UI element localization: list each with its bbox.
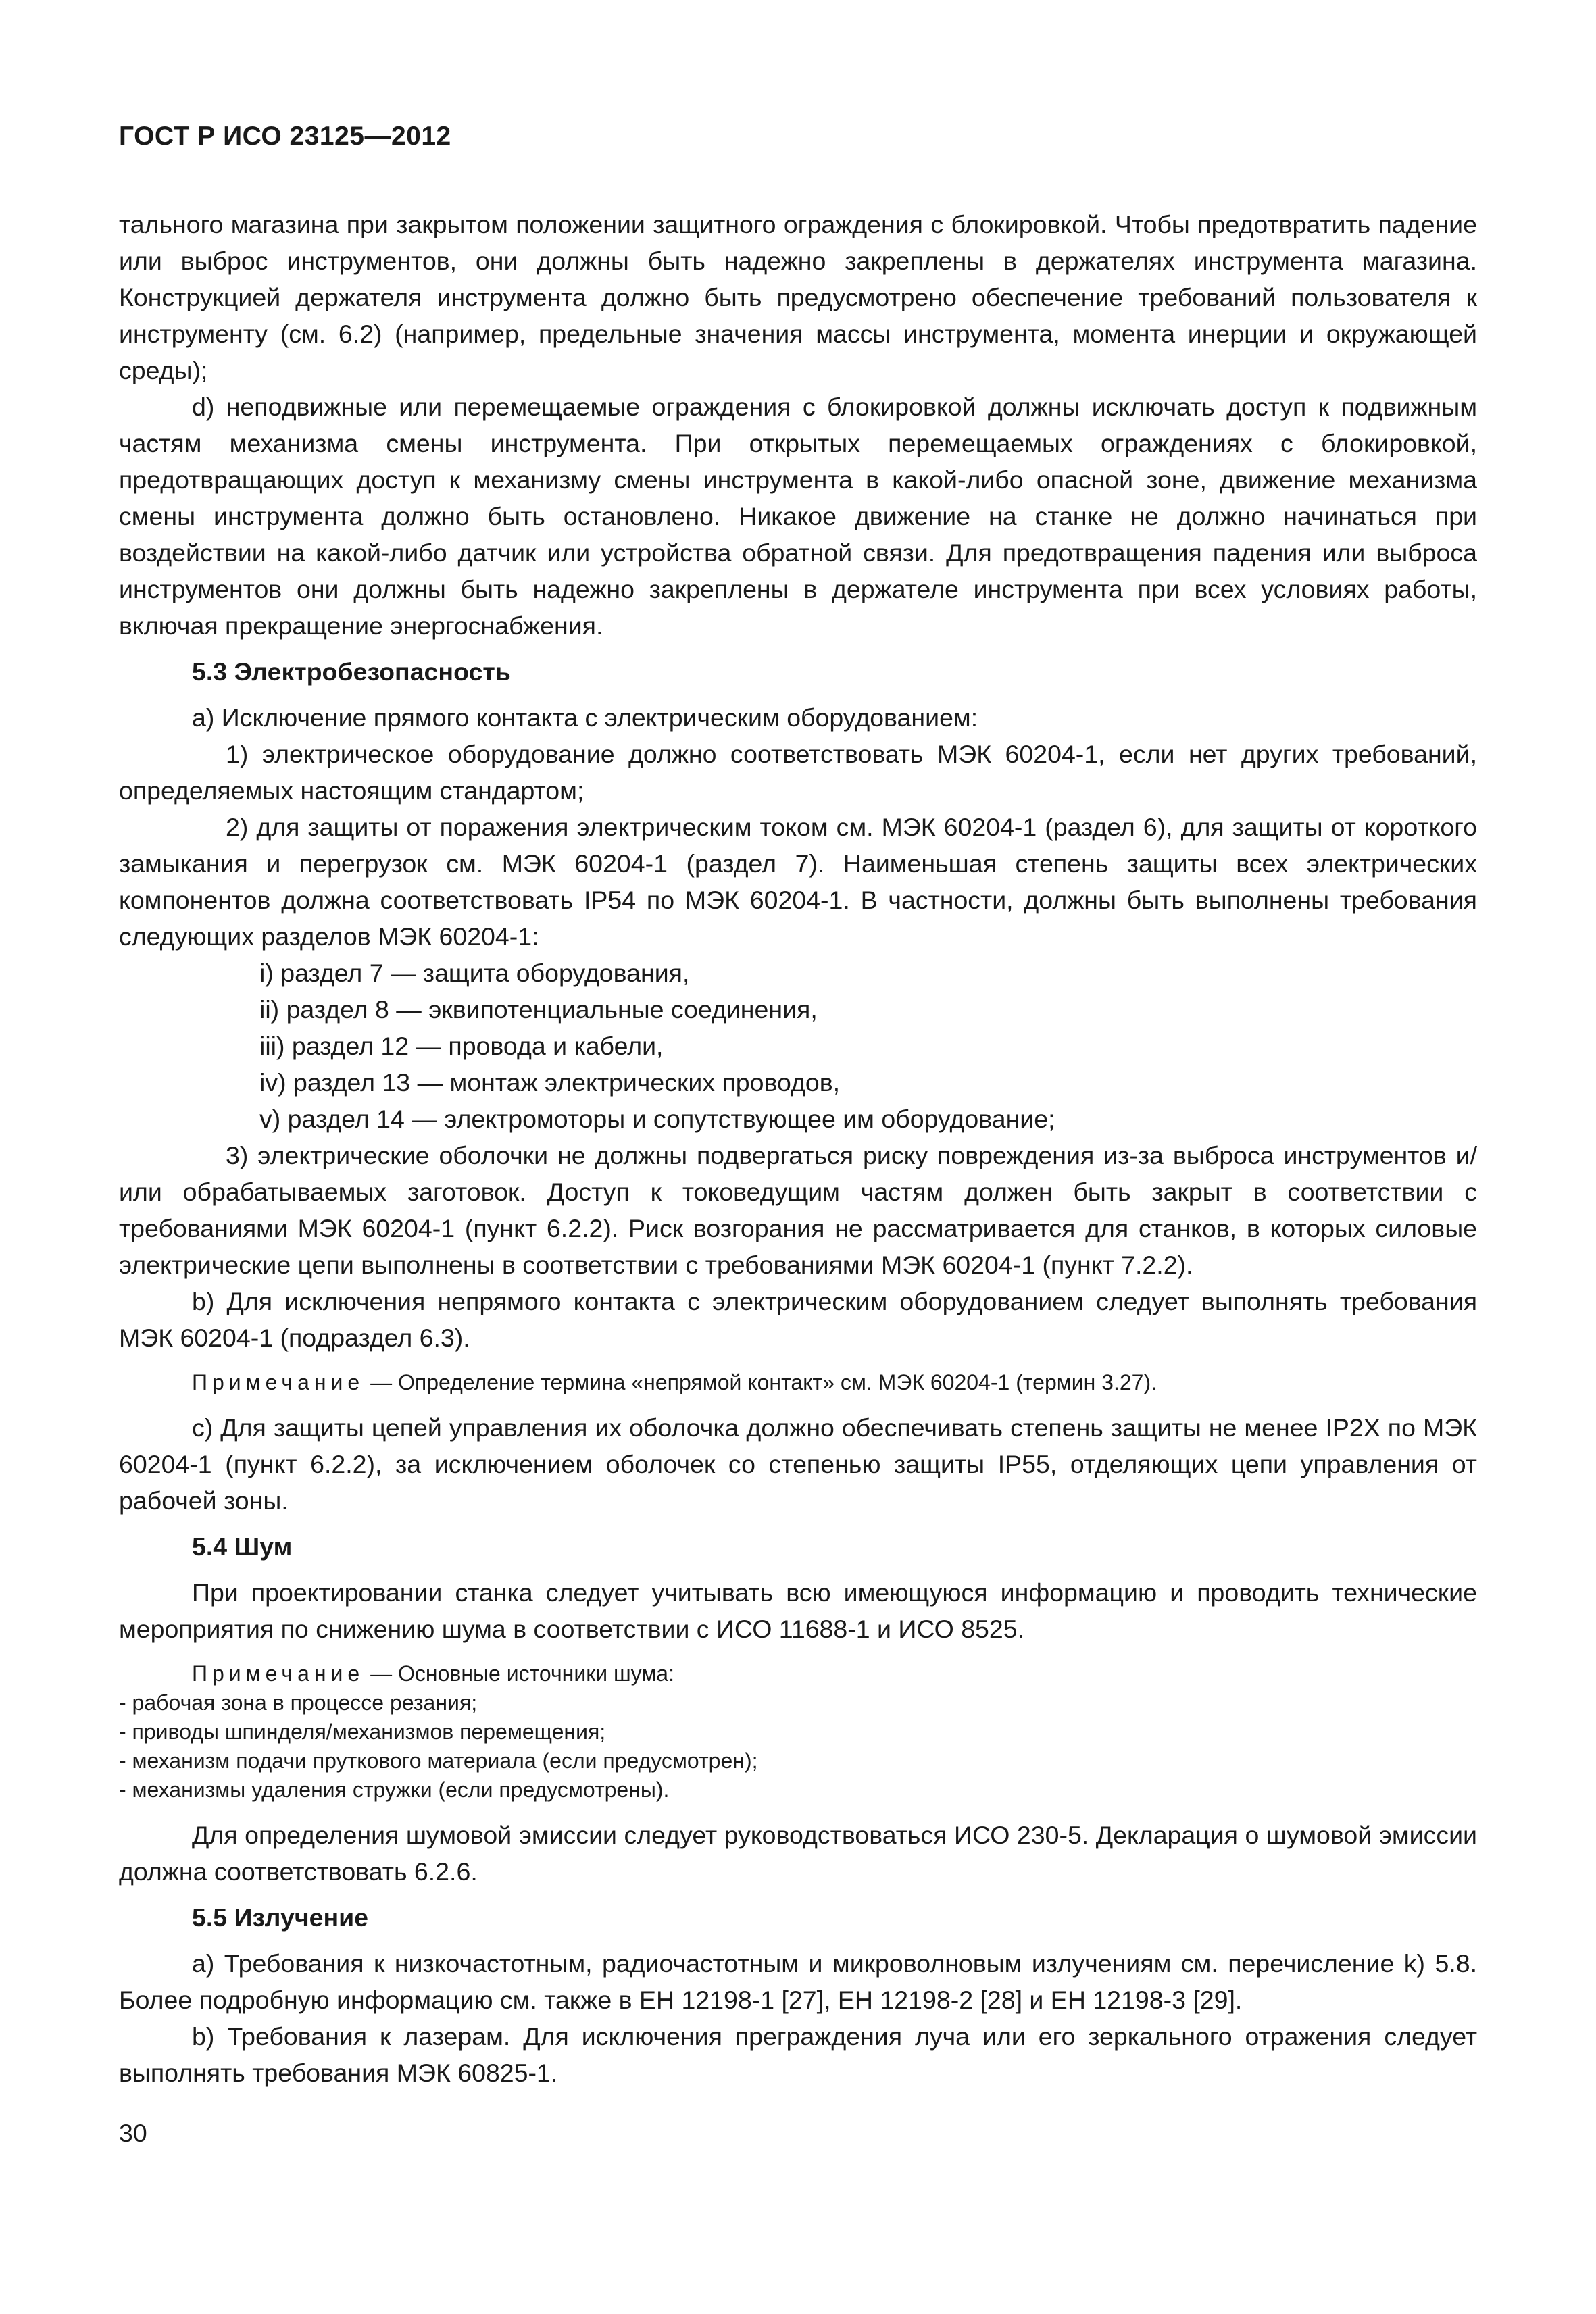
section-heading-5-5: 5.5 Излучение: [192, 1903, 369, 1932]
section-heading-5-3: 5.3 Электробезопасность: [192, 657, 511, 686]
note-list-item: - механизм подачи пруткового материала (если предусмотрен);: [119, 1749, 758, 1773]
note-text: — Основные источники шума:: [364, 1661, 674, 1686]
list-item-ii: ii) раздел 8 — эквипотенциальные соединения,: [259, 995, 818, 1024]
paragraph-radiation-a: а) Требования к низкочастотным, радиочастотным и микроволновым излучениям см. перечисление k) 5.8. Более подробную информацию см. также в ЕН 12198-1 [27], ЕН 12198-2 [28] и ЕН 12198-3 [29].: [119, 1949, 1477, 2014]
paragraph-continuation: тального магазина при закрытом положении защитного ограждения с блокировкой. Чтобы предотвратить падение или выброс инструментов, они должны быть надежно закреплены в держателях инструмента магазина. Конструкцией держателя инструмента должно быть предусмотрено обеспечение требований пользователя к инструменту (см. 6.2) (например, предельные значения массы инструмента, момента инерции и окружающей среды);: [119, 210, 1477, 384]
paragraph-item-b: b) Для исключения непрямого контакта с электрическим оборудованием следует выполнять требования МЭК 60204-1 (подраздел 6.3).: [119, 1287, 1477, 1352]
paragraph-noise-emission: Для определения шумовой эмиссии следует руководствоваться ИСО 230-5. Декларация о шумовой эмиссии должна соответствовать 6.2.6.: [119, 1821, 1477, 1886]
note-heading: [119, 1659, 1477, 1688]
note-list-item: - механизмы удаления стружки (если предусмотрены).: [119, 1778, 670, 1802]
paragraph-radiation-b: b) Требования к лазерам. Для исключения преграждения луча или его зеркального отражения следует выполнять требования МЭК 60825-1.: [119, 2022, 1477, 2087]
list-item-iii: iii) раздел 12 — провода и кабели,: [259, 1032, 664, 1060]
paragraph-item-c: c) Для защиты цепей управления их оболочка должно обеспечивать степень защиты не менее IP2X по МЭК 60204-1 (пункт 6.2.2), за исключением оболочек со степенью защиты IP55, отделяющих цепи управления от рабочей зоны.: [119, 1413, 1477, 1515]
paragraph-subitem-2: 2) для защиты от поражения электрическим током см. МЭК 60204-1 (раздел 6), для защиты от короткого замыкания и перегрузок см. МЭК 60204-1 (раздел 7). Наименьшая степень защиты всех электрических компонентов должна соответствовать IP54 по МЭК 60204-1. В частности, должны быть выполнены требования следующих разделов МЭК 60204-1:: [119, 813, 1477, 951]
document-body: [119, 206, 1477, 2091]
note-label: Примечание: [192, 1661, 365, 1686]
list-item-iv: iv) раздел 13 — монтаж электрических проводов,: [259, 1068, 841, 1097]
page-number: 30: [119, 2119, 147, 2147]
standard-header: ГОСТ Р ИСО 23125—2012: [119, 122, 451, 151]
note-noise-sources: [119, 1659, 1477, 1805]
note-indirect-contact: [119, 1368, 1477, 1397]
note-text: — Определение термина «непрямой контакт» см. МЭК 60204-1 (термин 3.27).: [364, 1370, 1157, 1394]
list-item-v: v) раздел 14 — электромоторы и сопутствующее им оборудование;: [259, 1105, 1055, 1133]
list-item-i: i) раздел 7 — защита оборудования,: [259, 959, 690, 987]
section-heading-5-4: 5.4 Шум: [192, 1532, 293, 1561]
paragraph-item-d: d) неподвижные или перемещаемые ограждения с блокировкой должны исключать доступ к подвижным частям механизма смены инструмента. При открытых перемещаемых ограждениях с блокировкой, предотвращающих доступ к механизму смены инструмента в какой-либо опасной зоне, движение механизма смены инструмента должно быть остановлено. Никакое движение на станке не должно начинаться при воздействии на какой-либо датчик или устройства обратной связи. Для предотвращения падения или выброса инструментов они должны быть надежно закреплены в держателе инструмента при всех условиях работы, включая прекращение энергоснабжения.: [119, 393, 1477, 640]
paragraph-noise: При проектировании станка следует учитывать всю имеющуюся информацию и проводить технические мероприятия по снижению шума в соответствии с ИСО 11688-1 и ИСО 8525.: [119, 1578, 1477, 1643]
note-list-item: - рабочая зона в процессе резания;: [119, 1690, 478, 1715]
note-label: Примечание: [192, 1370, 365, 1394]
paragraph-item-a: а) Исключение прямого контакта с электрическим оборудованием:: [192, 703, 978, 732]
note-list-item: - приводы шпинделя/механизмов перемещения;: [119, 1719, 606, 1744]
paragraph-subitem-1: 1) электрическое оборудование должно соответствовать МЭК 60204-1, если нет других требований, определяемых настоящим стандартом;: [119, 740, 1477, 805]
paragraph-subitem-3: 3) электрические оболочки не должны подвергаться риску повреждения из-за выброса инструментов и/или обрабатываемых заготовок. Доступ к токоведущим частям должен быть закрыт в соответствии с требованиями МЭК 60204-1 (пункт 6.2.2). Риск возгорания не рассматривается для станков, в которых силовые электрические цепи выполнены в соответствии с требованиями МЭК 60204-1 (пункт 7.2.2).: [119, 1141, 1477, 1279]
